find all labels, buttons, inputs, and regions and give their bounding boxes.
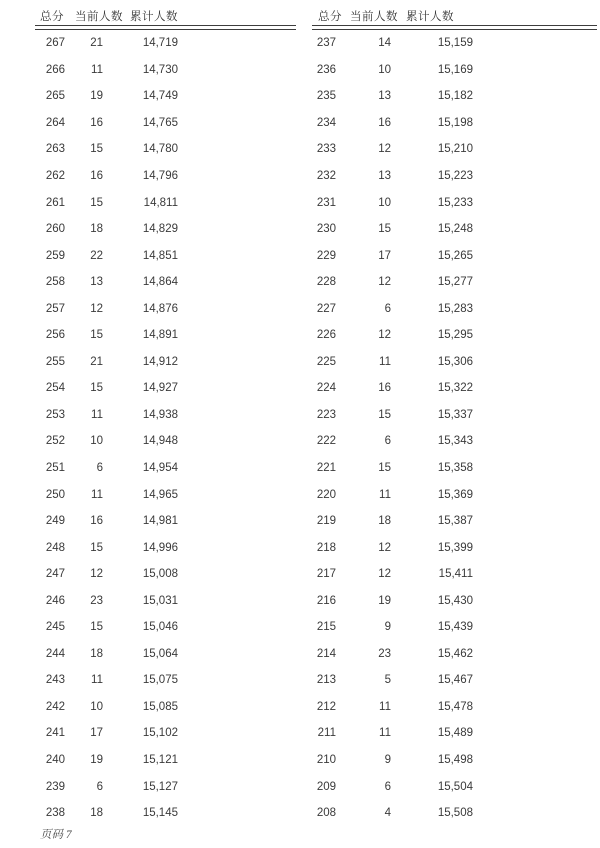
score-cell: 256 (45, 329, 65, 342)
count-cell: 15 (90, 196, 103, 209)
count-cell: 11 (91, 408, 103, 421)
table-row (35, 83, 296, 110)
table-row (35, 322, 296, 349)
table-row (35, 402, 296, 429)
cumulative-cell: 15,223 (437, 170, 473, 182)
table-row (312, 349, 597, 376)
table-row (312, 83, 597, 110)
table-row (312, 561, 597, 588)
cumulative-cell: 15,358 (437, 462, 473, 475)
count-cell: 15 (90, 329, 103, 342)
cumulative-cell: 15,169 (437, 63, 473, 76)
score-cell: 261 (45, 196, 65, 209)
cumulative-cell: 14,938 (142, 408, 178, 421)
score-cell: 234 (316, 116, 336, 129)
table-row (312, 747, 597, 774)
table-row (312, 110, 597, 137)
score-cell: 253 (45, 408, 65, 421)
count-cell: 14 (378, 37, 391, 50)
table-row (35, 163, 296, 190)
table-row (35, 561, 296, 588)
score-cell: 260 (45, 223, 65, 236)
score-cell: 252 (45, 435, 65, 448)
score-cell: 239 (45, 780, 65, 793)
count-cell: 12 (90, 302, 103, 315)
score-cell: 240 (45, 754, 65, 767)
cumulative-cell: 15,295 (437, 329, 473, 342)
score-cell: 267 (45, 37, 65, 50)
cumulative-cell: 15,498 (437, 754, 473, 767)
cumulative-cell: 15,399 (437, 541, 473, 554)
table-row (35, 800, 296, 827)
count-cell: 15 (378, 462, 391, 475)
score-cell: 230 (316, 223, 336, 236)
score-cell: 236 (316, 63, 336, 76)
table-row (312, 136, 597, 163)
count-cell: 15 (378, 408, 391, 421)
score-cell: 266 (45, 63, 65, 76)
left-score-table (35, 8, 296, 826)
score-cell: 249 (45, 515, 65, 528)
table-row (35, 375, 296, 402)
count-cell: 15 (90, 541, 103, 554)
score-cell: 257 (45, 302, 65, 315)
count-cell: 10 (378, 196, 391, 209)
table-body (35, 30, 296, 826)
table-row (312, 667, 597, 694)
count-cell: 17 (378, 249, 391, 262)
score-cell: 258 (45, 276, 65, 289)
score-cell: 245 (45, 621, 65, 634)
cumulative-cell: 14,829 (142, 223, 178, 236)
count-cell: 15 (90, 382, 103, 395)
table-row (35, 242, 296, 269)
score-cell: 237 (316, 37, 336, 50)
cumulative-cell: 15,008 (142, 568, 178, 581)
cumulative-cell: 15,046 (142, 621, 178, 634)
column-header-current-count: 当前人数 (350, 11, 398, 23)
table-row (312, 800, 597, 827)
score-cell: 262 (45, 170, 65, 182)
score-cell: 243 (45, 674, 65, 687)
cumulative-cell: 15,283 (437, 302, 473, 315)
cumulative-cell: 15,343 (437, 435, 473, 448)
score-cell: 264 (45, 116, 65, 129)
score-cell: 220 (316, 488, 336, 501)
cumulative-cell: 14,765 (142, 116, 178, 129)
count-cell: 23 (378, 647, 391, 660)
score-cell: 232 (316, 170, 336, 182)
count-cell: 12 (378, 329, 391, 342)
count-cell: 18 (90, 807, 103, 820)
count-cell: 11 (379, 727, 391, 740)
table-row (312, 322, 597, 349)
table-header-row (312, 8, 597, 25)
count-cell: 11 (379, 488, 391, 501)
table-row (312, 163, 597, 190)
count-cell: 10 (90, 435, 103, 448)
cumulative-cell: 14,927 (142, 382, 178, 395)
count-cell: 12 (90, 568, 103, 581)
table-row (35, 136, 296, 163)
count-cell: 18 (378, 515, 391, 528)
count-cell: 11 (379, 700, 391, 713)
count-cell: 16 (90, 515, 103, 528)
cumulative-cell: 14,965 (142, 488, 178, 501)
cumulative-cell: 15,233 (437, 196, 473, 209)
table-row (312, 508, 597, 535)
count-cell: 12 (378, 568, 391, 581)
score-cell: 238 (45, 807, 65, 820)
count-cell: 13 (90, 276, 103, 289)
count-cell: 6 (384, 302, 391, 315)
cumulative-cell: 15,322 (437, 382, 473, 395)
table-row (35, 189, 296, 216)
table-row (35, 667, 296, 694)
cumulative-cell: 15,504 (437, 780, 473, 793)
table-body (312, 30, 597, 826)
table-row (35, 641, 296, 668)
score-cell: 223 (316, 408, 336, 421)
score-cell: 221 (316, 462, 336, 475)
score-cell: 226 (316, 329, 336, 342)
count-cell: 15 (378, 223, 391, 236)
table-row (35, 481, 296, 508)
score-cell: 254 (45, 382, 65, 395)
count-cell: 4 (384, 807, 391, 820)
count-cell: 19 (378, 594, 391, 607)
cumulative-cell: 14,954 (142, 462, 178, 475)
cumulative-cell: 14,730 (142, 63, 178, 76)
table-row (35, 57, 296, 84)
score-cell: 231 (316, 196, 336, 209)
cumulative-cell: 15,265 (437, 249, 473, 262)
score-cell: 209 (316, 780, 336, 793)
cumulative-cell: 15,064 (142, 647, 178, 660)
count-cell: 6 (384, 435, 391, 448)
cumulative-cell: 15,478 (437, 700, 473, 713)
score-cell: 235 (316, 90, 336, 103)
count-cell: 11 (91, 674, 103, 687)
table-row (312, 242, 597, 269)
score-cell: 225 (316, 355, 336, 368)
count-cell: 13 (378, 170, 391, 182)
cumulative-cell: 15,462 (437, 647, 473, 660)
cumulative-cell: 15,127 (142, 780, 178, 793)
cumulative-cell: 14,891 (142, 329, 178, 342)
column-header-total-score: 总分 (40, 11, 64, 23)
table-row (312, 402, 597, 429)
count-cell: 6 (96, 780, 103, 793)
count-cell: 11 (379, 355, 391, 368)
table-row (312, 614, 597, 641)
count-cell: 15 (90, 143, 103, 156)
count-cell: 17 (90, 727, 103, 740)
count-cell: 12 (378, 541, 391, 554)
table-row (312, 189, 597, 216)
table-row (35, 720, 296, 747)
score-cell: 259 (45, 249, 65, 262)
cumulative-cell: 14,796 (142, 170, 178, 182)
cumulative-cell: 15,430 (437, 594, 473, 607)
score-cell: 214 (316, 647, 336, 660)
count-cell: 10 (378, 63, 391, 76)
table-row (312, 295, 597, 322)
count-cell: 5 (384, 674, 391, 687)
cumulative-cell: 15,248 (437, 223, 473, 236)
cumulative-cell: 15,467 (437, 674, 473, 687)
table-row (35, 216, 296, 243)
table-row (312, 269, 597, 296)
table-row (312, 428, 597, 455)
cumulative-cell: 15,337 (437, 408, 473, 421)
cumulative-cell: 15,508 (437, 807, 473, 820)
cumulative-cell: 15,102 (142, 727, 178, 740)
cumulative-cell: 15,411 (438, 568, 473, 581)
score-cell: 265 (45, 90, 65, 103)
cumulative-cell: 15,075 (142, 674, 178, 687)
cumulative-cell: 15,159 (437, 37, 473, 50)
cumulative-cell: 15,145 (142, 807, 178, 820)
column-header-total-score: 总分 (318, 11, 342, 23)
cumulative-cell: 14,780 (142, 143, 178, 156)
table-header-row (35, 8, 296, 25)
cumulative-cell: 15,277 (437, 276, 473, 289)
score-cell: 248 (45, 541, 65, 554)
score-cell: 233 (316, 143, 336, 156)
table-row (312, 57, 597, 84)
count-cell: 22 (90, 249, 103, 262)
count-cell: 10 (90, 700, 103, 713)
score-cell: 218 (316, 541, 336, 554)
column-header-cumulative-count: 累计人数 (406, 11, 454, 23)
count-cell: 11 (91, 488, 103, 501)
count-cell: 11 (91, 63, 103, 76)
count-cell: 9 (384, 621, 391, 634)
table-row (35, 30, 296, 57)
count-cell: 6 (96, 462, 103, 475)
score-cell: 263 (45, 143, 65, 156)
cumulative-cell: 15,387 (437, 515, 473, 528)
table-row (312, 30, 597, 57)
table-row (312, 587, 597, 614)
cumulative-cell: 15,369 (437, 488, 473, 501)
table-row (35, 614, 296, 641)
table-row (35, 694, 296, 721)
table-row (312, 455, 597, 482)
table-row (35, 295, 296, 322)
table-row (35, 534, 296, 561)
score-cell: 213 (316, 674, 336, 687)
count-cell: 12 (378, 143, 391, 156)
cumulative-cell: 14,981 (142, 515, 178, 528)
score-cell: 227 (316, 302, 336, 315)
cumulative-cell: 14,811 (143, 196, 178, 209)
cumulative-cell: 14,851 (142, 249, 178, 262)
table-row (312, 641, 597, 668)
score-cell: 210 (316, 754, 336, 767)
table-row (35, 773, 296, 800)
cumulative-cell: 15,306 (437, 355, 473, 368)
cumulative-cell: 14,948 (142, 435, 178, 448)
count-cell: 16 (90, 170, 103, 182)
table-row (35, 587, 296, 614)
table-row (35, 747, 296, 774)
cumulative-cell: 15,489 (437, 727, 473, 740)
count-cell: 16 (378, 382, 391, 395)
right-score-table (312, 8, 597, 826)
cumulative-cell: 15,121 (142, 754, 178, 767)
cumulative-cell: 15,031 (142, 594, 178, 607)
score-cell: 208 (316, 807, 336, 820)
table-row (35, 349, 296, 376)
score-cell: 246 (45, 594, 65, 607)
count-cell: 9 (384, 754, 391, 767)
score-cell: 247 (45, 568, 65, 581)
cumulative-cell: 15,182 (437, 90, 473, 103)
count-cell: 15 (90, 621, 103, 634)
score-cell: 216 (316, 594, 336, 607)
count-cell: 16 (90, 116, 103, 129)
score-cell: 251 (45, 462, 65, 475)
cumulative-cell: 14,876 (142, 302, 178, 315)
table-row (312, 534, 597, 561)
table-row (35, 508, 296, 535)
table-row (312, 481, 597, 508)
cumulative-cell: 14,719 (142, 37, 178, 50)
count-cell: 12 (378, 276, 391, 289)
score-cell: 242 (45, 700, 65, 713)
count-cell: 18 (90, 647, 103, 660)
score-cell: 255 (45, 355, 65, 368)
score-cell: 224 (316, 382, 336, 395)
score-cell: 241 (45, 727, 65, 740)
cumulative-cell: 14,996 (142, 541, 178, 554)
cumulative-cell: 15,085 (142, 700, 178, 713)
table-row (312, 216, 597, 243)
table-row (35, 269, 296, 296)
count-cell: 16 (378, 116, 391, 129)
column-header-current-count: 当前人数 (75, 11, 123, 23)
score-cell: 217 (316, 568, 336, 581)
score-cell: 222 (316, 435, 336, 448)
count-cell: 6 (384, 780, 391, 793)
column-header-cumulative-count: 累计人数 (130, 11, 178, 23)
table-row (35, 455, 296, 482)
page-number-footer: 页码 7 (40, 829, 72, 841)
score-cell: 211 (317, 727, 336, 740)
count-cell: 19 (90, 754, 103, 767)
cumulative-cell: 14,864 (142, 276, 178, 289)
count-cell: 18 (90, 223, 103, 236)
score-cell: 244 (45, 647, 65, 660)
score-cell: 219 (316, 515, 336, 528)
count-cell: 23 (90, 594, 103, 607)
score-cell: 212 (316, 700, 336, 713)
count-cell: 21 (90, 355, 103, 368)
cumulative-cell: 14,912 (142, 355, 178, 368)
count-cell: 21 (90, 37, 103, 50)
count-cell: 13 (378, 90, 391, 103)
table-row (312, 773, 597, 800)
cumulative-cell: 15,439 (437, 621, 473, 634)
table-row (35, 428, 296, 455)
score-cell: 250 (45, 488, 65, 501)
table-row (312, 694, 597, 721)
count-cell: 19 (90, 90, 103, 103)
cumulative-cell: 15,198 (437, 116, 473, 129)
cumulative-cell: 14,749 (142, 90, 178, 103)
table-row (312, 375, 597, 402)
cumulative-cell: 15,210 (437, 143, 473, 156)
table-row (312, 720, 597, 747)
score-cell: 229 (316, 249, 336, 262)
score-cell: 215 (316, 621, 336, 634)
table-row (35, 110, 296, 137)
score-cell: 228 (316, 276, 336, 289)
